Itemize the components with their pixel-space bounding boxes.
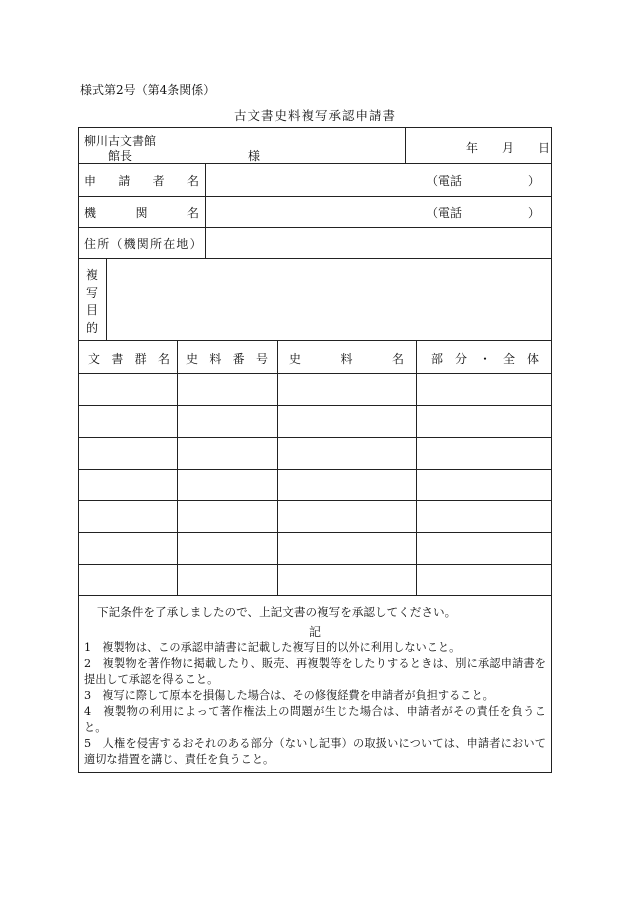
date-month[interactable]: 月 (502, 141, 515, 155)
condition-item: 3 複写に際して原本を損傷した場合は、その修復経費を申請者が負担すること。 (84, 689, 494, 702)
label-char: 者 (152, 174, 165, 188)
ki-heading: 記 (308, 625, 321, 639)
label-char: 的 (85, 320, 98, 335)
label-char: ・ (478, 352, 491, 366)
label-char: 機 (84, 206, 97, 220)
date-day[interactable]: 日 (538, 141, 551, 155)
organization-phone-field[interactable] (462, 200, 524, 222)
label-char: 名 (157, 352, 170, 366)
rule-table-bottom (78, 595, 552, 596)
label-char: 号 (255, 352, 268, 366)
applicant-label (84, 172, 199, 189)
label-char: 分 (454, 352, 467, 366)
rule-header-bottom (78, 163, 552, 164)
label-char: 名 (391, 352, 404, 366)
address-field[interactable] (212, 231, 542, 253)
rule-table-row (78, 532, 552, 533)
label-char: 部 (431, 352, 444, 366)
purpose-label (85, 267, 99, 337)
rule-col-divider (177, 340, 178, 595)
approval-statement: 下記条件を了承しましたので、上記文書の複写を承認してください。 (97, 605, 457, 619)
label-char: 関 (135, 206, 148, 220)
rule-table-row (78, 437, 552, 438)
label-char: 史 (289, 352, 302, 366)
rule-label-divider (205, 163, 206, 258)
label-char: 書 (111, 352, 124, 366)
label-char: 史 (186, 352, 199, 366)
rule-purpose-bottom (78, 340, 552, 341)
addressee-role: 館長 (108, 149, 133, 163)
label-char: 写 (85, 285, 98, 300)
condition-item: 1 複製物は、この承認申請書に記載した複写目的以外に利用しないこと。 (84, 641, 461, 654)
label-char: 文 (88, 352, 101, 366)
applicant-phone-close: ） (528, 174, 541, 188)
header-record-number (186, 350, 268, 367)
label-char: 目 (85, 303, 98, 317)
rule-date-divider (405, 127, 406, 163)
addressee-org: 柳川古文書館 (84, 134, 157, 148)
applicant-phone-field[interactable] (462, 168, 524, 190)
date-year[interactable]: 年 (466, 141, 479, 155)
organization-phone-close: ） (528, 206, 541, 220)
rule-table-row (78, 405, 552, 406)
label-char: 名 (186, 174, 199, 188)
addressee-honorific: 様 (248, 149, 261, 163)
condition-item: 4 複製物の利用によって著作権法上の問題が生じた場合は、申請者がその責任を負うこと。 (84, 705, 546, 734)
rule-col-divider (416, 340, 417, 595)
label-char: 請 (118, 174, 131, 188)
label-char: 全 (502, 352, 515, 366)
rule-address-bottom (78, 258, 552, 259)
applicant-name-field[interactable] (212, 168, 412, 190)
form-number: 様式第2号（第4条関係） (80, 83, 216, 97)
rule-applicant-bottom (78, 196, 552, 197)
label-char: 番 (232, 352, 245, 366)
purpose-field[interactable] (112, 262, 546, 336)
label-char: 申 (84, 174, 97, 188)
label-char: 料 (209, 352, 222, 366)
header-part-whole (431, 350, 539, 367)
condition-item: 5 人権を侵害するおそれのある部分（ないし記事）の取扱いについては、申請者において適切な措置を講じ、責任を負うこと。 (84, 737, 546, 766)
applicant-phone-label: （電話 (426, 174, 463, 188)
rule-organization-bottom (78, 227, 552, 228)
organization-phone-label: （電話 (426, 206, 463, 220)
label-char: 料 (340, 352, 353, 366)
rule-table-row (78, 469, 552, 470)
rule-table-header-bottom (78, 373, 552, 374)
document-title: 古文書史料複写承認申請書 (233, 108, 396, 123)
rule-purpose-divider (106, 258, 107, 340)
label-char: 複 (85, 268, 98, 282)
rule-col-divider (277, 340, 278, 595)
address-label: 住所（機関所在地） (84, 237, 203, 251)
header-document-group (88, 350, 170, 367)
label-char: 群 (134, 352, 147, 366)
rule-table-row (78, 564, 552, 565)
condition-item: 2 複製物を著作物に掲載したり、販売、再複製等をしたりするときは、別に承認申請書を提出して承認を得ること。 (84, 657, 546, 686)
label-char: 名 (186, 206, 199, 220)
label-char: 体 (526, 352, 539, 366)
organization-label (84, 204, 199, 221)
header-record-name (289, 350, 404, 367)
rule-table-row (78, 500, 552, 501)
organization-name-field[interactable] (212, 200, 412, 222)
